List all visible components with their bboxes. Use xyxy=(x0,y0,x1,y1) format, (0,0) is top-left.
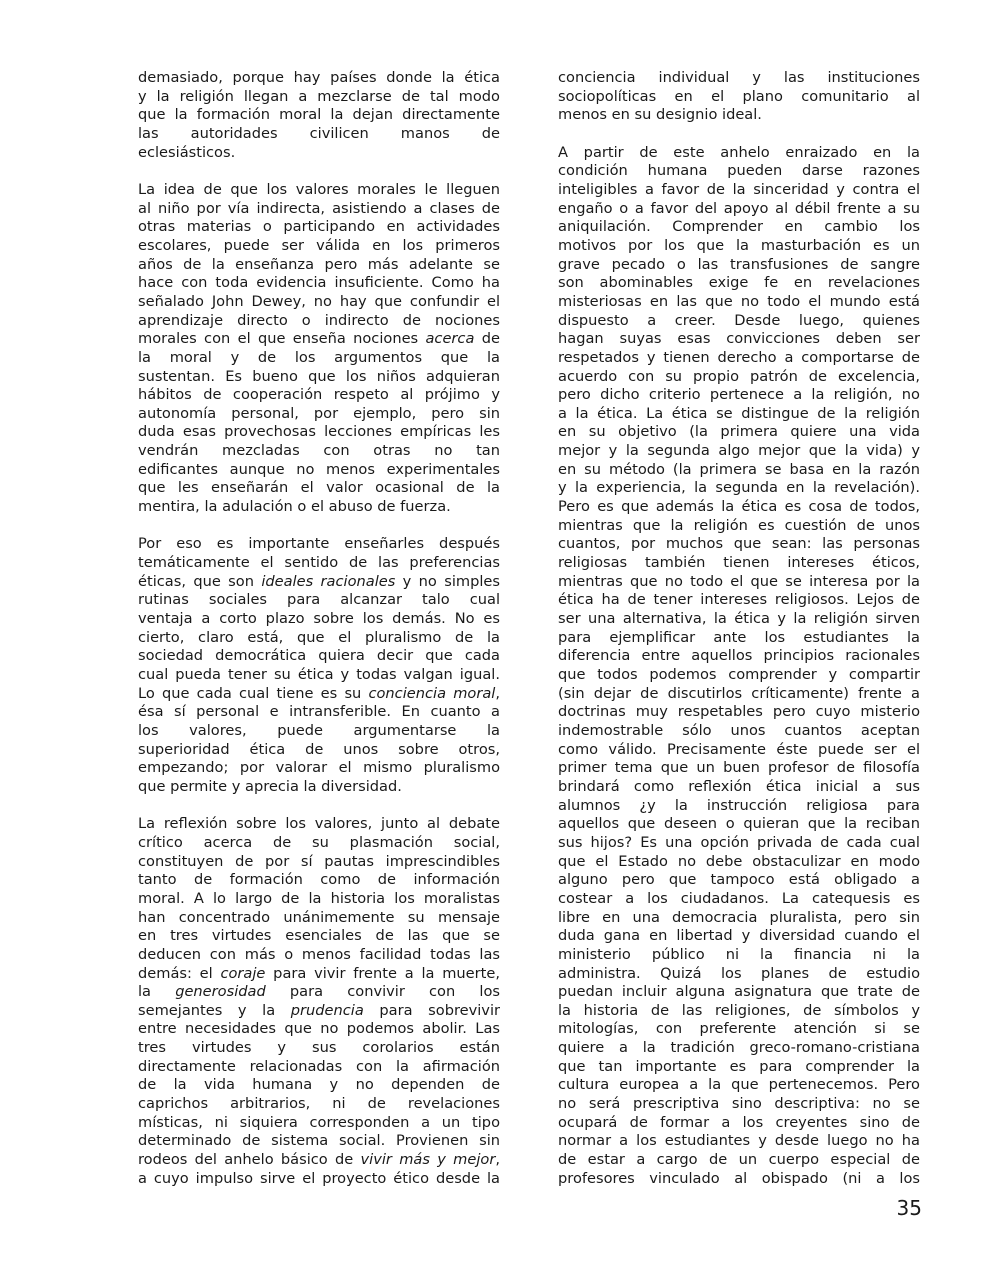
emphasis: generosidad xyxy=(175,983,266,1001)
paragraph xyxy=(138,535,500,796)
text-line: pero dicho criterio pertenece a la religión, no xyxy=(558,386,920,404)
text-line: quiere a la tradición greco-romano-cristiana xyxy=(558,1039,920,1057)
text-line: aquellos que deseen o quieran que la reciban xyxy=(558,815,920,833)
text-line: deducen con más o menos facilidad todas las xyxy=(138,945,500,963)
text-line: La idea de que los valores morales le lleguen xyxy=(138,180,500,198)
text-line: que el Estado no debe obstaculizar en modo xyxy=(558,852,920,870)
text-line: mientras que la religión es cuestión de unos xyxy=(558,516,920,534)
right-column xyxy=(558,69,920,1188)
text-line: aprendizaje directo o indirecto de nociones xyxy=(138,311,500,329)
text-line: demasiado, porque hay países donde la ética xyxy=(138,69,500,86)
text-line: duda esas provechosas lecciones empíricas les xyxy=(138,423,500,441)
text-line: vendrán mezcladas con otras no tan xyxy=(138,442,500,460)
text-line: otras materias o participando en actividades xyxy=(138,218,500,236)
text-line: éticas, que son ideales racionales y no simples xyxy=(138,572,500,590)
paragraph xyxy=(138,69,500,162)
text-line: la historia de las religiones, de símbolos y xyxy=(558,1001,920,1019)
text-line: puedan incluir alguna asignatura que trate de xyxy=(558,983,920,1001)
text-line: empezando; por valorar el mismo pluralismo xyxy=(138,759,500,777)
paragraph xyxy=(138,181,500,517)
text-line: entre necesidades que no podemos abolir. Las xyxy=(138,1020,500,1038)
text-line: escolares, puede ser válida en los primeros xyxy=(138,236,500,254)
text-line: religiosas también tienen intereses éticos, xyxy=(558,554,920,572)
text-line: primer tema que un buen profesor de filosofía xyxy=(558,759,920,777)
text-line: superioridad ética de unos sobre otros, xyxy=(138,740,500,758)
text-line: rutinas sociales para alcanzar talo cual xyxy=(138,591,500,609)
text-line: años de la enseñanza pero más adelante se xyxy=(138,255,500,273)
left-column xyxy=(138,69,500,1188)
text-line: eclesiásticos. xyxy=(138,143,236,161)
text-line: crítico acerca de su plasmación social, xyxy=(138,833,500,851)
emphasis: vivir más y mejor xyxy=(360,1151,496,1169)
text-line: cierto, claro está, que el pluralismo de la xyxy=(138,628,500,646)
text-line: caprichos arbitrarios, ni de revelaciones xyxy=(138,1095,500,1113)
text-line: sociedad democrática quiera decir que cada xyxy=(138,647,500,665)
text-line: costear a los ciudadanos. La catequesis es xyxy=(558,889,920,907)
text-line: misteriosas en las que no todo el mundo está xyxy=(558,292,920,310)
text-line: de la vida humana y no dependen de xyxy=(138,1076,500,1094)
text-line: dispuesto a creer. Desde luego, quienes xyxy=(558,311,920,329)
text-line: la moral y de los argumentos que la xyxy=(138,348,500,366)
text-line: autonomía personal, por ejemplo, pero sin xyxy=(138,404,500,422)
page-number: 35 xyxy=(896,1196,922,1220)
text-line: engaño o a favor del apoyo al débil frente a su xyxy=(558,199,920,217)
text-line: directamente relacionadas con la afirmación xyxy=(138,1057,500,1075)
text-line: han concentrado unánimemente su mensaje xyxy=(138,908,500,926)
paragraph-gap xyxy=(138,797,500,816)
text-line: sustentan. Es bueno que los niños adquieran xyxy=(138,367,500,385)
text-line: alumnos ¿y la instrucción religiosa para xyxy=(558,796,920,814)
text-line: edificantes aunque no menos experimentales xyxy=(138,460,500,478)
text-line: para ejemplificar ante los estudiantes la xyxy=(558,628,920,646)
text-line: La reflexión sobre los valores, junto al debate xyxy=(138,815,500,833)
text-line: y la experiencia, la segunda en la revelación). xyxy=(558,479,920,497)
emphasis: acerca xyxy=(425,330,475,348)
text-line: místicas, ni siquiera corresponden a un tipo xyxy=(138,1113,500,1131)
text-line: A partir de este anhelo enraizado en la xyxy=(558,143,920,161)
text-line: de estar a cargo de un cuerpo especial de xyxy=(558,1151,920,1169)
text-line: determinado de sistema social. Provienen sin xyxy=(138,1132,500,1150)
paragraph xyxy=(138,815,500,1188)
text-line: son abominables exige fe en revelaciones xyxy=(558,274,920,292)
text-line: la generosidad para convivir con los xyxy=(138,983,500,1001)
text-line: motivos por los que la masturbación es un xyxy=(558,236,920,254)
text-line: a cuyo impulso sirve el proyecto ético desde la xyxy=(138,1169,500,1187)
text-line: en su método (la primera se basa en la razón xyxy=(558,460,920,478)
text-line: acuerdo con su propio patrón de excelencia, xyxy=(558,367,920,385)
text-line: diferencia entre aquellos principios racionales xyxy=(558,647,920,665)
paragraph xyxy=(558,144,920,1189)
text-line: ética ha de tener intereses religiosos. Lejos de xyxy=(558,591,920,609)
text-line: los valores, puede argumentarse la xyxy=(138,721,500,739)
text-line: grave pecado o las transfusiones de sangre xyxy=(558,255,920,273)
text-line: que les enseñarán el valor ocasional de la xyxy=(138,479,500,497)
text-line: cual pueda tener su ética y todas valgan igual. xyxy=(138,666,500,683)
text-line: libre en una democracia pluralista, pero sin xyxy=(558,908,920,926)
emphasis: ideales racionales xyxy=(261,572,396,590)
text-line: duda gana en libertad y diversidad cuando el xyxy=(558,927,920,945)
text-line: conciencia individual y las instituciones xyxy=(558,69,920,86)
text-line: que la formación moral la dejan directamente xyxy=(138,106,500,124)
text-line: doctrinas muy respetables pero cuyo misterio xyxy=(558,703,920,721)
text-line: sociopolíticas en el plano comunitario al xyxy=(558,87,920,105)
text-line: condición humana pueden darse razones xyxy=(558,162,920,180)
text-line: respetados y tienen derecho a comportarse de xyxy=(558,348,920,366)
text-line: que permite y aprecia la diversidad. xyxy=(138,777,402,795)
text-line: señalado John Dewey, no hay que confundir el xyxy=(138,292,500,310)
text-line: mentira, la adulación o el abuso de fuerza. xyxy=(138,498,451,516)
text-line: inteligibles a favor de la sinceridad y contra el xyxy=(558,180,920,198)
text-line: administra. Quizá los planes de estudio xyxy=(558,964,920,982)
text-line: demás: el coraje para vivir frente a la muerte, xyxy=(138,964,500,982)
text-line: que todos podemos comprender y compartir xyxy=(558,666,920,683)
text-line: normar a los estudiantes y desde luego no ha xyxy=(558,1132,920,1150)
text-line: Lo que cada cual tiene es su conciencia moral, xyxy=(138,684,500,702)
text-line: Pero es que además la ética es cosa de todos, xyxy=(558,498,920,516)
text-line: en tres virtudes esenciales de las que se xyxy=(138,927,500,945)
text-line: constituyen de por sí pautas imprescindibles xyxy=(138,852,500,870)
paragraph-gap xyxy=(558,125,920,144)
text-line: ventaja a corto plazo sobre los demás. No es xyxy=(138,610,500,628)
emphasis: conciencia moral xyxy=(368,684,496,702)
text-line: ésa sí personal e intransferible. En cuanto a xyxy=(138,703,500,721)
paragraph-gap xyxy=(138,162,500,181)
text-line: morales con el que enseña nociones acerca de xyxy=(138,330,500,348)
text-line: profesores vinculado al obispado (ni a los xyxy=(558,1169,920,1187)
text-line: ocupará de formar a los creyentes sino de xyxy=(558,1113,920,1131)
text-line: que tan importante es para comprender la xyxy=(558,1057,920,1075)
text-line: no será prescriptiva sino descriptiva: no se xyxy=(558,1095,920,1113)
text-line: tres virtudes y sus corolarios están xyxy=(138,1039,500,1057)
text-line: cultura europea a la que pertenecemos. Pero xyxy=(558,1076,920,1094)
text-line: tanto de formación como de información xyxy=(138,871,500,889)
text-line: aniquilación. Comprender en cambio los xyxy=(558,218,920,236)
text-line: indemostrable sólo unos cuantos aceptan xyxy=(558,721,920,739)
text-line: (sin dejar de discutirlos críticamente) frente a xyxy=(558,684,920,702)
text-line: mejor y la segunda algo mejor que la vida) y xyxy=(558,442,920,460)
text-line: temáticamente el sentido de las preferencias xyxy=(138,554,500,572)
text-line: moral. A lo largo de la historia los moralistas xyxy=(138,889,500,907)
text-line: ministerio público ni la financia ni la xyxy=(558,945,920,963)
text-line: hagan suyas esas convicciones deben ser xyxy=(558,330,920,348)
text-line: a la ética. La ética se distingue de la religión xyxy=(558,404,920,422)
text-line: menos en su designio ideal. xyxy=(558,106,762,124)
text-line: cuantos, por muchos que sean: las personas xyxy=(558,535,920,553)
text-line: Por eso es importante enseñarles después xyxy=(138,535,500,553)
text-line: hábitos de cooperación respeto al prójimo y xyxy=(138,386,500,404)
text-line: en su objetivo (la primera quiere una vida xyxy=(558,423,920,441)
text-line: sus hijos? Es una opción privada de cada cual xyxy=(558,833,920,851)
paragraph xyxy=(558,69,920,125)
text-line: brindará como reflexión ética inicial a sus xyxy=(558,777,920,795)
text-line: hace con toda evidencia insuficiente. Como ha xyxy=(138,274,500,292)
text-line: como válido. Precisamente éste puede ser el xyxy=(558,740,920,758)
text-line: ser una alternativa, la ética y la religión sirven xyxy=(558,610,920,628)
text-line: las autoridades civilicen manos de xyxy=(138,124,500,142)
text-line: rodeos del anhelo básico de vivir más y mejor, xyxy=(138,1151,500,1169)
text-line: semejantes y la prudencia para sobrevivir xyxy=(138,1001,501,1019)
text-line: al niño por vía indirecta, asistiendo a clases de xyxy=(138,199,500,217)
text-line: alguno pero que tampoco está obligado a xyxy=(558,871,920,889)
text-line: mientras que no todo el que se interesa por la xyxy=(558,572,920,590)
emphasis: coraje xyxy=(220,964,266,982)
text-line: y la religión llegan a mezclarse de tal modo xyxy=(138,87,500,105)
emphasis: prudencia xyxy=(290,1001,364,1019)
paragraph-gap xyxy=(138,517,500,536)
text-line: mitologías, con preferente atención si se xyxy=(558,1020,920,1038)
